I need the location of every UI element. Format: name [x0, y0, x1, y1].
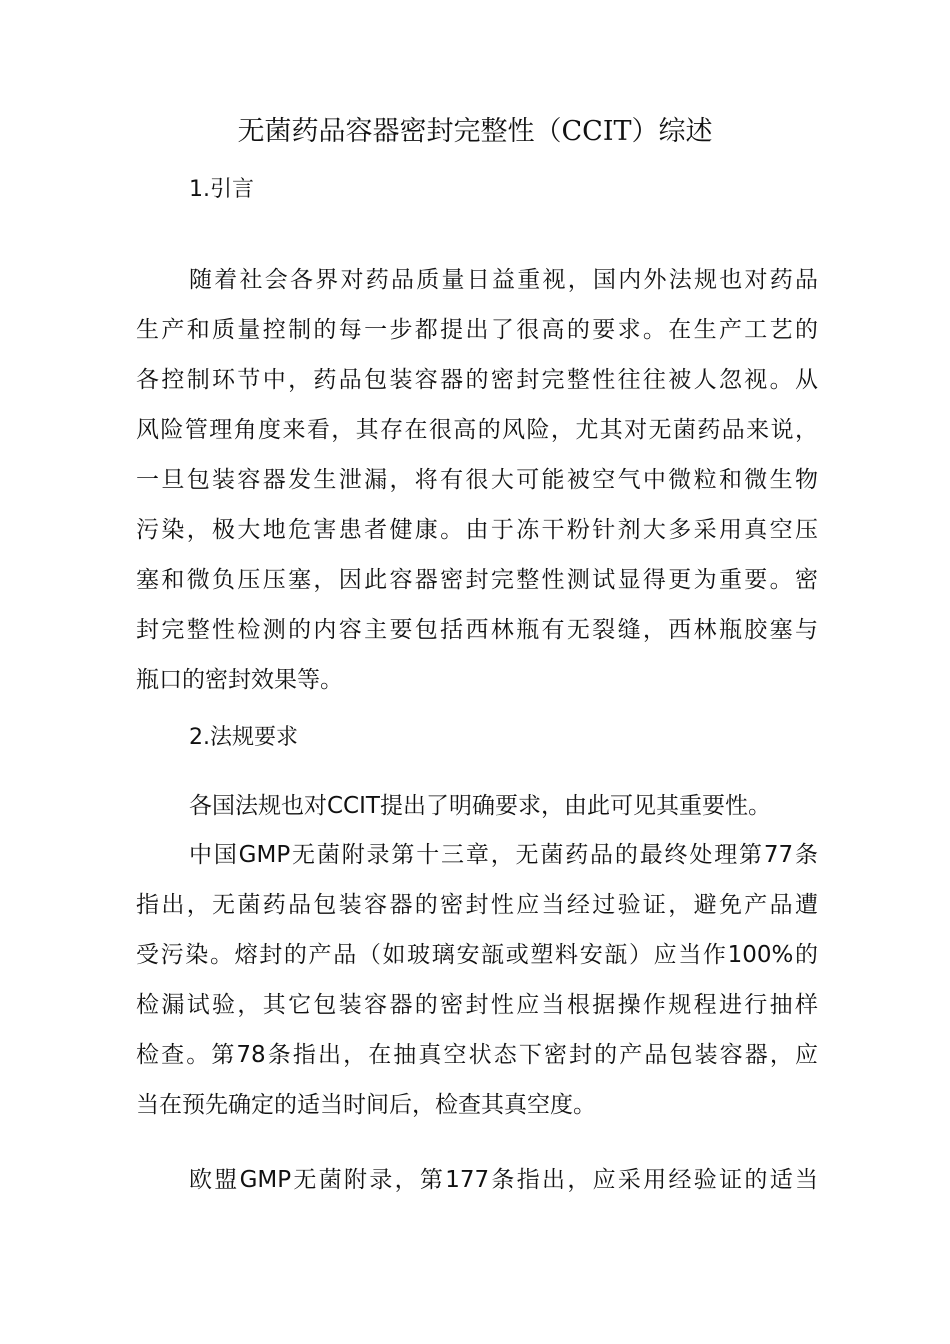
paragraph-line: 生产和质量控制的每一步都提出了很高的要求。在生产工艺的 [136, 317, 818, 343]
paragraph-line: 一旦包装容器发生泄漏，将有很大可能被空气中微粒和微生物 [136, 467, 818, 493]
paragraph-line: 检漏试验，其它包装容器的密封性应当根据操作规程进行抽样 [136, 992, 818, 1018]
paragraph-line: 塞和微负压压塞，因此容器密封完整性测试显得更为重要。密 [136, 567, 818, 593]
paragraph-line: 随着社会各界对药品质量日益重视，国内外法规也对药品 [189, 267, 818, 293]
paragraph-line: 检查。第78条指出，在抽真空状态下密封的产品包装容器，应 [136, 1042, 818, 1068]
section-2-heading: 2.法规要求 [189, 725, 298, 750]
paragraph-line: 风险管理角度来看，其存在很高的风险，尤其对无菌药品来说， [136, 417, 818, 443]
paragraph-line: 当在预先确定的适当时间后，检查其真空度。 [136, 1092, 596, 1118]
paragraph-line: 瓶口的密封效果等。 [136, 667, 343, 693]
eu-gmp-paragraph-line: 欧盟GMP无菌附录，第177条指出，应采用经验证的适当 [189, 1167, 818, 1193]
paragraph-line: 受污染。熔封的产品（如玻璃安瓿或塑料安瓿）应当作100%的 [136, 942, 818, 968]
paragraph-line: 封完整性检测的内容主要包括西林瓶有无裂缝，西林瓶胶塞与 [136, 617, 818, 643]
paragraph-line: 各控制环节中，药品包装容器的密封完整性往往被人忽视。从 [136, 367, 818, 393]
section-1-heading: 1.引言 [189, 177, 254, 202]
paragraph-line: 指出，无菌药品包装容器的密封性应当经过验证，避免产品遭 [136, 892, 818, 918]
document-title: 无菌药品容器密封完整性（CCIT）综述 [237, 116, 713, 147]
paragraph-line: 中国GMP无菌附录第十三章，无菌药品的最终处理第77条 [189, 842, 818, 868]
section-2-intro: 各国法规也对CCIT提出了明确要求，由此可见其重要性。 [189, 793, 771, 819]
paragraph-line: 污染，极大地危害患者健康。由于冻干粉针剂大多采用真空压 [136, 517, 818, 543]
